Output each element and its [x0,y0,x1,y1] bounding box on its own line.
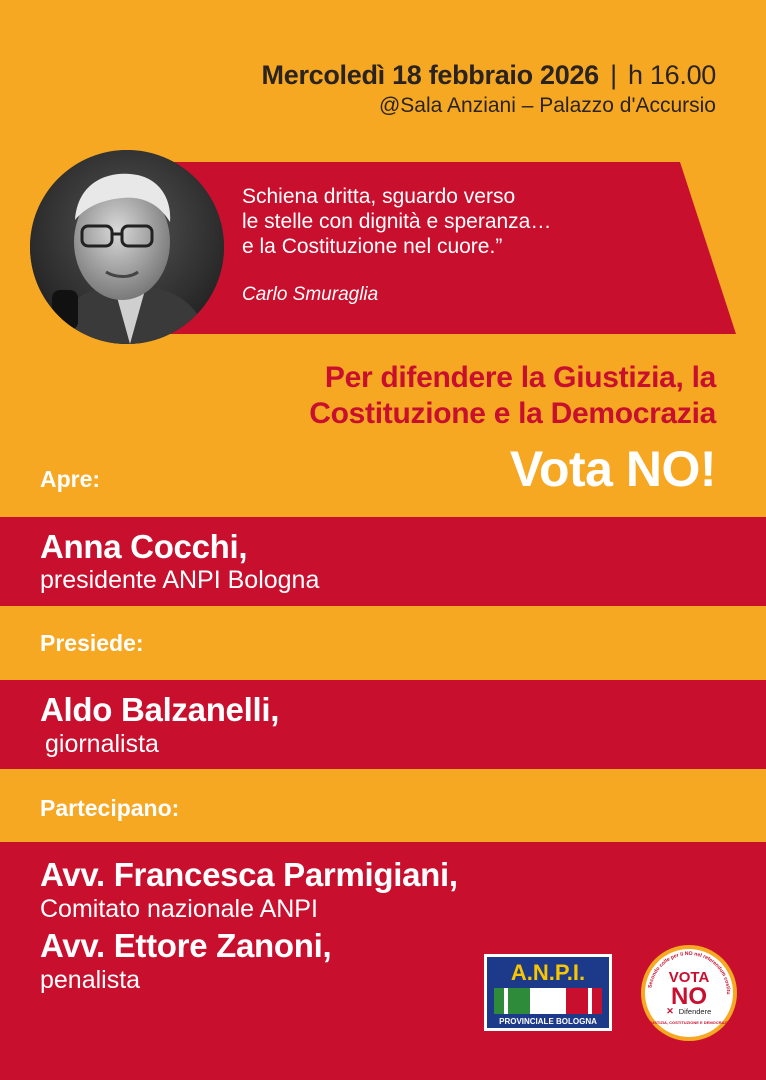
chairs-speaker-name: Aldo Balzanelli, [40,691,280,728]
badge-x-mark: ✕ [666,1006,674,1016]
anpi-logo-subtitle: PROVINCIALE BOLOGNA [499,1017,597,1026]
anpi-logo [484,954,612,1031]
participant-2-role: penalista [40,966,141,994]
date-separator: | [610,60,617,90]
opens-speaker-name: Anna Cocchi, [40,528,248,565]
badge-vota-text: VOTA [668,969,710,986]
participants-label: Partecipano: [40,795,180,821]
headline-line-1: Per difendere la Giustizia, la [324,361,716,394]
portrait-photo [30,150,224,344]
badge-difendere-text: Difendere [678,1007,712,1016]
quote-author: Carlo Smuraglia [242,284,379,305]
chairs-label: Presiede: [40,630,144,656]
anpi-logo-title: A.N.P.I. [510,960,586,985]
participant-1-role: Comitato nazionale ANPI [40,895,318,923]
vota-no-badge [640,944,738,1042]
badge-no-text: NO [671,983,707,1010]
portrait-illustration [30,150,224,344]
badge-bottom-text: GIUSTIZIA, COSTITUZIONE E DEMOCRAZIA [647,1020,731,1025]
opens-speaker-role: presidente ANPI Bologna [40,566,320,594]
headline [309,360,716,432]
event-venue: @Sala Anziani – Palazzo d'Accursio [378,94,716,117]
participant-1-name: Avv. Francesca Parmigiani, [40,856,458,893]
headline-line-2: Costituzione e la Democrazia [309,397,716,430]
participant-2-name: Avv. Ettore Zanoni, [40,927,332,964]
event-date-line [262,60,716,91]
vote-no-callout: Vota NO! [509,441,716,497]
chairs-speaker-role: giornalista [45,730,159,758]
badge-ring-text: Secondo colle per il NO nel referendum costitu [647,950,732,995]
event-date: Mercoledì 18 febbraio 2026 [261,60,599,90]
quote-text: Schiena dritta, sguardo verso le stelle con dignità e speranza… e la Costituzione nel cuore.” [242,185,552,258]
opens-label: Apre: [40,466,101,492]
event-time: h 16.00 [628,60,716,90]
